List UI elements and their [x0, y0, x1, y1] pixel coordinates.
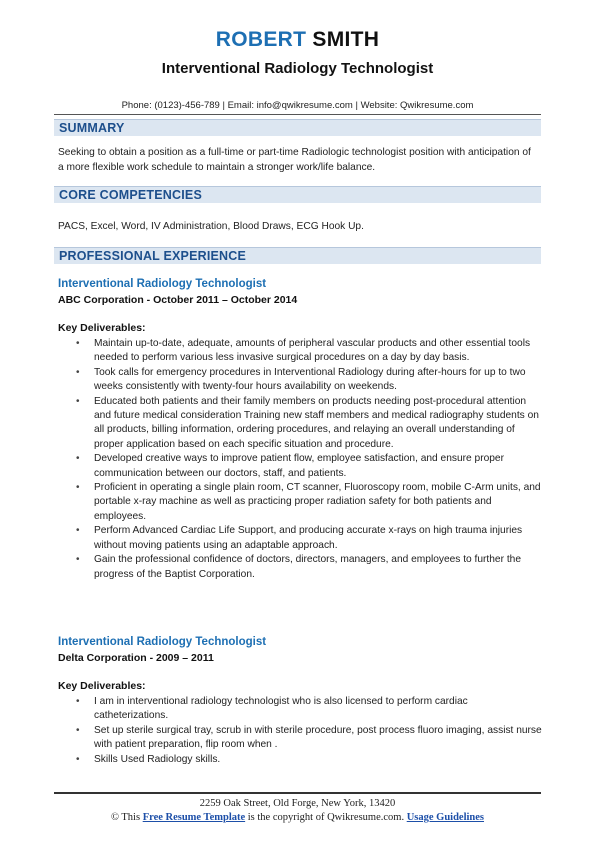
job-2-deliverables-label: Key Deliverables:: [58, 680, 146, 692]
last-name: SMITH: [312, 28, 380, 51]
job-1-company: ABC Corporation - October 2011 – October 2014: [58, 294, 298, 306]
list-item: • Educated both patients and their family members on products needing post-procedural attention and future medical consideration Training new staff members and medical radiography students on all products, billing information, ordering procedures, and relaying an overall understanding of proper application based on each specific situation and procedure.: [76, 395, 542, 453]
competencies-section-heading: [54, 186, 541, 203]
list-item: • Took calls for emergency procedures in Interventional Radiology during after-hours for up to two weeks consistently with twenty-four hours availability on weekends.: [76, 366, 542, 395]
list-item: • Proficient in operating a single plain room, CT scanner, Fluoroscopy room, mobile C-Arm units, and portable x-ray machine as well as practicing proper radiation safety for both patients and employees.: [76, 481, 542, 524]
footer-address: 2259 Oak Street, Old Forge, New York, 13420: [199, 798, 396, 809]
usage-guidelines-link[interactable]: Usage Guidelines: [406, 812, 485, 823]
job-1-bullet-list: [76, 337, 542, 582]
list-item: • Maintain up-to-date, adequate, amounts of peripheral vascular products and other essential tools needed to perform various less invasive surgical procedures on a day by day basis.: [76, 337, 542, 366]
competencies-heading-text: CORE COMPETENCIES: [59, 188, 202, 202]
experience-section-heading: [54, 247, 541, 264]
job-2-company: Delta Corporation - 2009 – 2011: [58, 652, 214, 664]
list-item: • Perform Advanced Cardiac Life Support, and producing accurate x-rays on high trauma injuries without moving patients using an adaptable approach.: [76, 524, 542, 553]
experience-heading-text: PROFESSIONAL EXPERIENCE: [59, 249, 247, 263]
header-divider: [54, 114, 541, 115]
summary-text: Seeking to obtain a position as a full-time or part-time Radiologic technologist position with anticipation of a more flexible work schedule to maintain a stronger work/life balance.: [58, 147, 531, 173]
first-name: ROBERT: [215, 28, 307, 51]
summary-section-heading: [54, 119, 541, 136]
job-1-title: Interventional Radiology Technologist: [58, 278, 267, 290]
job-1-deliverables-label: Key Deliverables:: [58, 322, 146, 334]
list-item: • Set up sterile surgical tray, scrub in with sterile procedure, post process fluoro imaging, assist nurse with patient preparation, flip room when .: [76, 724, 542, 753]
job-headline: Interventional Radiology Technologist: [161, 60, 434, 77]
free-resume-template-link[interactable]: Free Resume Template: [142, 812, 246, 823]
job-2-bullet-list: [76, 695, 542, 767]
job-2-title: Interventional Radiology Technologist: [58, 636, 267, 648]
list-item: • Skills Used Radiology skills.: [76, 753, 542, 767]
footer-copyright: [0, 812, 595, 823]
copyright-prefix: © This: [110, 812, 143, 823]
list-item: • Developed creative ways to improve patient flow, employee satisfaction, and ensure proper communication between our doctors, staff, and patients.: [76, 452, 542, 481]
list-item: • I am in interventional radiology technologist who is also licensed to perform cardiac catheterizations.: [76, 695, 542, 724]
copyright-middle: is the copyright of Qwikresume.com.: [245, 812, 407, 823]
summary-heading-text: SUMMARY: [59, 121, 125, 135]
competencies-text: PACS, Excel, Word, IV Administration, Blood Draws, ECG Hook Up.: [58, 221, 364, 232]
list-item: • Gain the professional confidence of doctors, directors, managers, and employees to further the progress of the Baptist Corporation.: [76, 553, 542, 582]
footer-divider: [54, 792, 541, 794]
contact-line: Phone: (0123)-456-789 | Email: info@qwikresume.com | Website: Qwikresume.com: [121, 100, 474, 111]
candidate-name: [0, 28, 595, 52]
